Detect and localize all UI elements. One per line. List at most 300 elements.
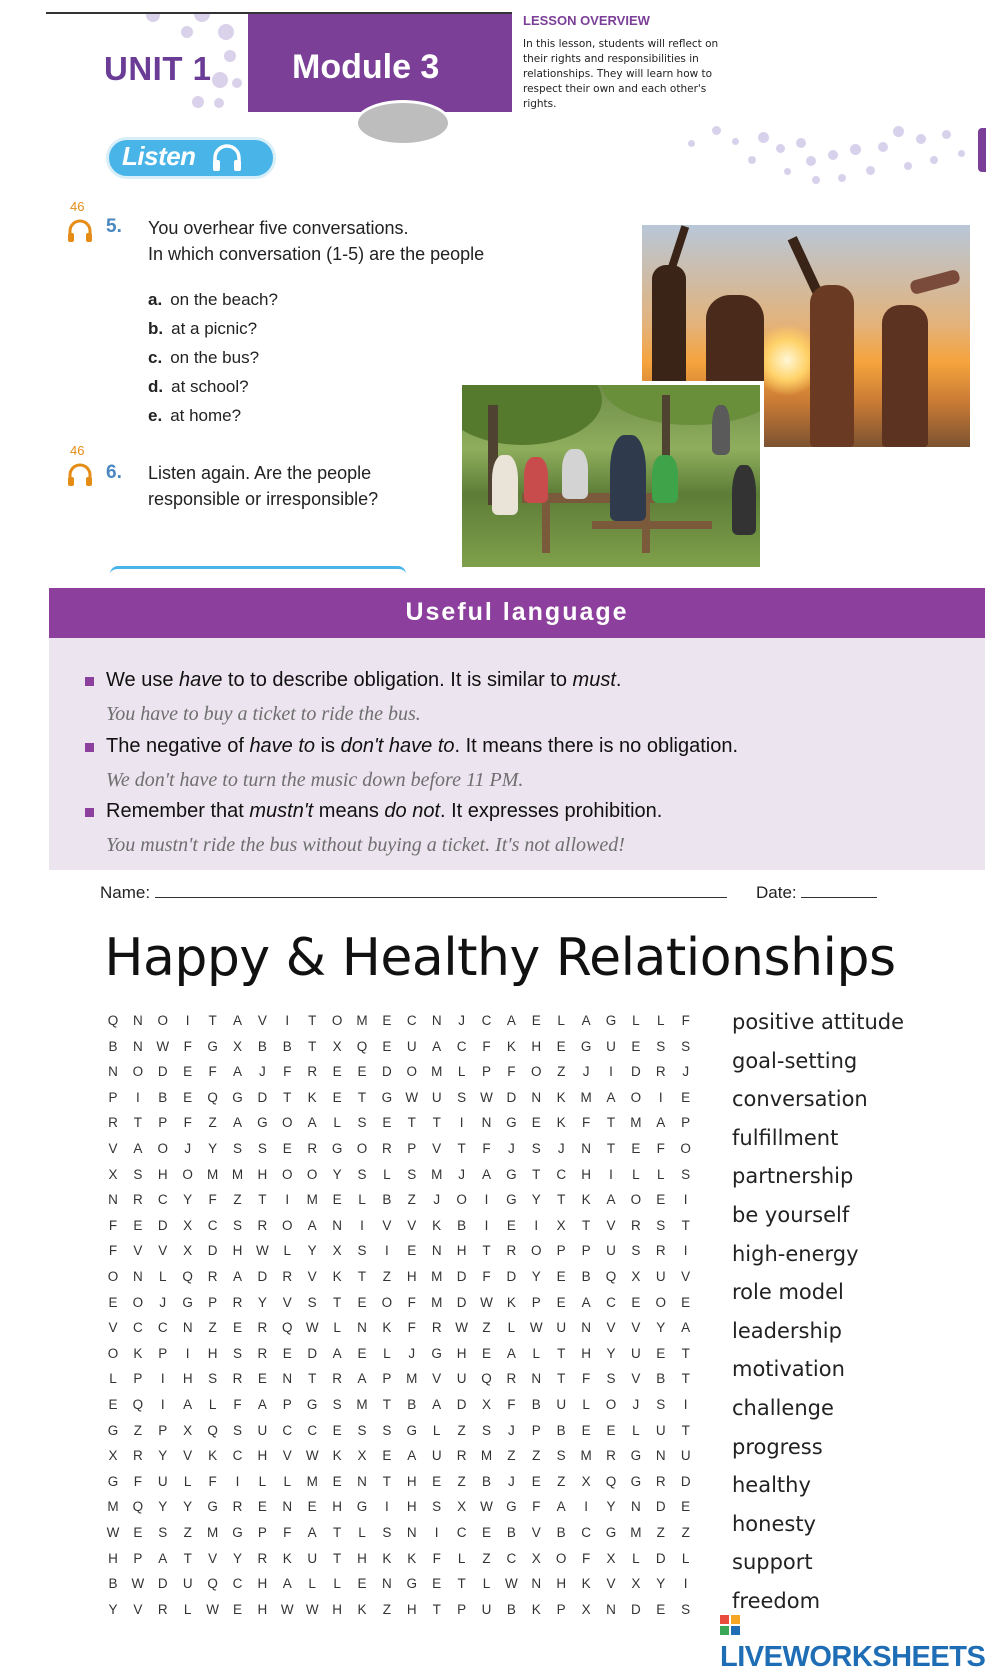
grid-letter[interactable]: Y [531, 1269, 541, 1284]
grid-letter[interactable]: E [382, 1013, 392, 1028]
grid-letter[interactable]: C [232, 1576, 243, 1592]
grid-letter[interactable]: N [581, 1141, 591, 1156]
grid-letter[interactable]: J [682, 1064, 690, 1080]
grid-letter[interactable]: M [580, 1089, 592, 1105]
grid-letter[interactable]: R [506, 1243, 517, 1259]
grid-letter[interactable]: S [232, 1422, 242, 1438]
grid-letter[interactable]: H [357, 1550, 367, 1566]
grid-letter[interactable]: A [556, 1499, 566, 1515]
grid-letter[interactable]: T [557, 1345, 566, 1361]
grid-letter[interactable]: F [482, 1038, 491, 1054]
grid-letter[interactable]: R [257, 1320, 268, 1336]
word-search-grid[interactable] [104, 1013, 704, 1623]
grid-letter[interactable]: W [305, 1320, 319, 1336]
grid-letter[interactable]: I [185, 1013, 190, 1028]
grid-letter[interactable]: E [133, 1525, 143, 1540]
grid-letter[interactable]: F [208, 1473, 217, 1489]
grid-letter[interactable]: F [133, 1473, 143, 1489]
grid-letter[interactable]: G [207, 1038, 218, 1054]
grid-letter[interactable]: H [581, 1166, 591, 1182]
grid-letter[interactable]: L [258, 1473, 267, 1489]
grid-letter[interactable]: V [631, 1371, 641, 1387]
grid-letter[interactable]: P [158, 1115, 168, 1131]
grid-letter[interactable]: B [407, 1397, 417, 1412]
grid-letter[interactable]: R [232, 1499, 243, 1515]
grid-letter[interactable]: Q [605, 1269, 617, 1284]
grid-letter[interactable]: S [606, 1371, 616, 1387]
grid-letter[interactable]: E [382, 1038, 392, 1054]
grid-letter[interactable]: E [656, 1601, 666, 1617]
grid-letter[interactable]: S [257, 1141, 267, 1156]
grid-letter[interactable]: K [581, 1192, 591, 1208]
grid-letter[interactable]: T [308, 1371, 317, 1387]
grid-letter[interactable]: C [406, 1013, 417, 1028]
grid-letter[interactable]: L [632, 1013, 640, 1028]
grid-letter[interactable]: H [257, 1448, 268, 1464]
grid-letter[interactable]: A [506, 1345, 516, 1361]
grid-letter[interactable]: V [108, 1141, 118, 1156]
grid-letter[interactable]: E [133, 1217, 143, 1233]
grid-letter[interactable]: I [534, 1217, 539, 1233]
grid-letter[interactable]: A [606, 1089, 616, 1105]
grid-letter[interactable]: U [406, 1038, 417, 1054]
grid-letter[interactable]: F [507, 1397, 516, 1412]
grid-letter[interactable]: L [333, 1576, 341, 1592]
grid-letter[interactable]: V [183, 1448, 193, 1464]
grid-letter[interactable]: I [136, 1089, 140, 1105]
grid-letter[interactable]: L [159, 1269, 167, 1284]
grid-letter[interactable]: X [481, 1397, 491, 1412]
grid-letter[interactable]: O [306, 1166, 318, 1182]
grid-letter[interactable]: L [632, 1422, 640, 1438]
grid-letter[interactable]: T [681, 1217, 690, 1233]
grid-letter[interactable]: I [185, 1345, 190, 1361]
grid-letter[interactable]: I [484, 1192, 489, 1208]
grid-letter[interactable]: Z [457, 1473, 466, 1489]
grid-letter[interactable]: Q [282, 1320, 293, 1336]
grid-letter[interactable]: L [432, 1422, 441, 1438]
grid-letter[interactable]: J [458, 1013, 465, 1028]
grid-letter[interactable]: U [456, 1371, 467, 1387]
grid-letter[interactable]: T [382, 1397, 392, 1412]
grid-letter[interactable]: X [556, 1217, 566, 1233]
grid-letter[interactable]: H [456, 1243, 467, 1259]
grid-letter[interactable]: S [432, 1499, 442, 1515]
grid-letter[interactable]: G [381, 1089, 393, 1105]
grid-letter[interactable]: M [580, 1448, 592, 1464]
grid-letter[interactable]: E [282, 1345, 292, 1361]
grid-letter[interactable]: U [606, 1243, 616, 1259]
grid-letter[interactable]: N [133, 1038, 143, 1054]
grid-letter[interactable]: P [158, 1422, 168, 1438]
grid-letter[interactable]: A [432, 1038, 442, 1054]
grid-letter[interactable]: P [133, 1550, 143, 1566]
grid-letter[interactable]: L [183, 1473, 192, 1489]
grid-letter[interactable]: Q [107, 1013, 119, 1028]
grid-letter[interactable]: I [683, 1397, 688, 1412]
grid-letter[interactable]: T [532, 1166, 541, 1182]
grid-letter[interactable]: T [457, 1141, 466, 1156]
grid-letter[interactable]: O [605, 1397, 617, 1412]
grid-letter[interactable]: M [630, 1115, 642, 1131]
grid-letter[interactable]: Y [257, 1294, 267, 1310]
grid-letter[interactable]: G [580, 1038, 592, 1054]
grid-letter[interactable]: B [656, 1371, 666, 1387]
grid-letter[interactable]: E [531, 1473, 541, 1489]
grid-letter[interactable]: L [333, 1115, 341, 1131]
grid-letter[interactable]: E [307, 1499, 317, 1515]
grid-letter[interactable]: G [107, 1422, 119, 1438]
grid-letter[interactable]: I [609, 1166, 613, 1182]
grid-letter[interactable]: P [382, 1371, 392, 1387]
grid-letter[interactable]: R [232, 1371, 243, 1387]
grid-letter[interactable]: R [133, 1192, 143, 1208]
grid-letter[interactable]: B [108, 1038, 118, 1054]
grid-letter[interactable]: V [282, 1294, 292, 1310]
grid-letter[interactable]: F [507, 1064, 516, 1080]
grid-letter[interactable]: A [158, 1550, 168, 1566]
grid-letter[interactable]: D [506, 1269, 517, 1284]
grid-letter[interactable]: T [382, 1473, 392, 1489]
grid-letter[interactable]: D [157, 1576, 168, 1592]
grid-letter[interactable]: R [307, 1064, 318, 1080]
grid-letter[interactable]: R [382, 1141, 392, 1156]
grid-letter[interactable]: Y [158, 1499, 168, 1515]
grid-letter[interactable]: Z [208, 1115, 217, 1131]
grid-letter[interactable]: N [581, 1320, 591, 1336]
grid-letter[interactable]: Y [108, 1601, 118, 1617]
grid-letter[interactable]: F [233, 1397, 242, 1412]
grid-letter[interactable]: F [407, 1294, 416, 1310]
grid-letter[interactable]: V [382, 1217, 392, 1233]
grid-letter[interactable]: W [305, 1601, 319, 1617]
grid-letter[interactable]: Z [183, 1525, 192, 1540]
grid-letter[interactable]: J [184, 1141, 192, 1156]
grid-letter[interactable]: Z [681, 1525, 690, 1540]
grid-letter[interactable]: F [407, 1320, 416, 1336]
grid-letter[interactable]: E [581, 1422, 591, 1438]
grid-letter[interactable]: A [183, 1397, 193, 1412]
grid-letter[interactable]: I [683, 1192, 688, 1208]
grid-letter[interactable]: Y [656, 1576, 666, 1592]
grid-letter[interactable]: A [282, 1576, 292, 1592]
grid-letter[interactable]: E [631, 1141, 641, 1156]
grid-letter[interactable]: L [482, 1576, 491, 1592]
grid-letter[interactable]: Z [407, 1192, 416, 1208]
grid-letter[interactable]: Q [207, 1422, 218, 1438]
grid-letter[interactable]: Y [606, 1345, 616, 1361]
grid-letter[interactable]: R [456, 1448, 467, 1464]
grid-letter[interactable]: E [432, 1473, 442, 1489]
grid-letter[interactable]: E [332, 1064, 342, 1080]
grid-letter[interactable]: W [206, 1601, 219, 1617]
grid-letter[interactable]: M [306, 1192, 318, 1208]
grid-letter[interactable]: X [606, 1550, 616, 1566]
grid-letter[interactable]: R [431, 1320, 442, 1336]
grid-letter[interactable]: I [484, 1217, 489, 1233]
grid-letter[interactable]: L [208, 1397, 217, 1412]
grid-letter[interactable]: E [357, 1576, 367, 1592]
grid-letter[interactable]: M [356, 1013, 368, 1028]
grid-letter[interactable]: N [406, 1525, 417, 1540]
grid-letter[interactable]: E [531, 1115, 541, 1131]
grid-letter[interactable]: X [108, 1448, 118, 1464]
grid-letter[interactable]: K [556, 1089, 566, 1105]
grid-letter[interactable]: T [357, 1089, 367, 1105]
grid-letter[interactable]: Y [531, 1192, 541, 1208]
grid-letter[interactable]: R [133, 1448, 143, 1464]
grid-letter[interactable]: A [481, 1166, 491, 1182]
grid-letter[interactable]: B [531, 1397, 541, 1412]
grid-letter[interactable]: J [159, 1294, 167, 1310]
grid-letter[interactable]: A [581, 1294, 591, 1310]
grid-letter[interactable]: X [183, 1243, 193, 1259]
grid-letter[interactable]: A [432, 1397, 442, 1412]
grid-letter[interactable]: V [606, 1576, 616, 1592]
grid-letter[interactable]: U [606, 1038, 616, 1054]
grid-letter[interactable]: S [382, 1525, 392, 1540]
grid-letter[interactable]: Y [332, 1166, 342, 1182]
grid-letter[interactable]: K [382, 1320, 392, 1336]
grid-letter[interactable]: X [581, 1473, 591, 1489]
grid-letter[interactable]: K [332, 1269, 342, 1284]
grid-letter[interactable]: S [307, 1294, 317, 1310]
grid-letter[interactable]: F [183, 1038, 192, 1054]
grid-letter[interactable]: X [332, 1243, 342, 1259]
grid-letter[interactable]: Z [382, 1269, 392, 1284]
grid-letter[interactable]: U [631, 1345, 641, 1361]
grid-letter[interactable]: G [207, 1499, 218, 1515]
grid-letter[interactable]: O [655, 1294, 667, 1310]
grid-letter[interactable]: I [160, 1371, 165, 1387]
grid-letter[interactable]: L [582, 1397, 590, 1412]
grid-letter[interactable]: C [207, 1217, 218, 1233]
grid-letter[interactable]: D [456, 1397, 467, 1412]
grid-letter[interactable]: H [406, 1601, 417, 1617]
grid-letter[interactable]: N [481, 1115, 492, 1131]
grid-letter[interactable]: O [107, 1345, 119, 1361]
grid-letter[interactable]: E [357, 1294, 367, 1310]
grid-letter[interactable]: N [182, 1320, 193, 1336]
grid-letter[interactable]: N [133, 1269, 143, 1284]
grid-letter[interactable]: S [133, 1166, 143, 1182]
grid-letter[interactable]: U [556, 1320, 567, 1336]
grid-letter[interactable]: P [556, 1243, 566, 1259]
grid-letter[interactable]: A [307, 1217, 317, 1233]
grid-letter[interactable]: J [433, 1192, 441, 1208]
grid-letter[interactable]: U [431, 1089, 442, 1105]
grid-letter[interactable]: E [681, 1294, 691, 1310]
grid-letter[interactable]: N [282, 1499, 293, 1515]
grid-letter[interactable]: I [434, 1525, 439, 1540]
grid-letter[interactable]: L [457, 1064, 466, 1080]
grid-letter[interactable]: S [531, 1141, 541, 1156]
grid-letter[interactable]: O [680, 1141, 691, 1156]
grid-letter[interactable]: E [631, 1038, 641, 1054]
grid-letter[interactable]: K [407, 1550, 417, 1566]
grid-letter[interactable]: H [581, 1345, 591, 1361]
grid-letter[interactable]: T [332, 1294, 342, 1310]
grid-letter[interactable]: N [655, 1448, 666, 1464]
grid-letter[interactable]: G [182, 1294, 193, 1310]
grid-letter[interactable]: J [508, 1422, 515, 1438]
grid-letter[interactable]: S [232, 1217, 242, 1233]
grid-letter[interactable]: E [357, 1064, 367, 1080]
grid-letter[interactable]: L [632, 1550, 640, 1566]
grid-letter[interactable]: E [556, 1269, 566, 1284]
grid-letter[interactable]: Z [507, 1448, 516, 1464]
grid-letter[interactable]: H [406, 1473, 417, 1489]
grid-letter[interactable]: J [508, 1141, 515, 1156]
grid-letter[interactable]: J [508, 1473, 515, 1489]
grid-letter[interactable]: W [106, 1525, 120, 1540]
grid-letter[interactable]: P [531, 1422, 541, 1438]
grid-letter[interactable]: S [357, 1422, 367, 1438]
grid-letter[interactable]: C [307, 1422, 318, 1438]
grid-letter[interactable]: O [182, 1166, 193, 1182]
grid-letter[interactable]: E [681, 1499, 691, 1515]
grid-letter[interactable]: H [332, 1499, 342, 1515]
grid-letter[interactable]: G [306, 1397, 318, 1412]
grid-letter[interactable]: I [235, 1473, 240, 1489]
grid-letter[interactable]: R [655, 1064, 666, 1080]
grid-letter[interactable]: Y [307, 1243, 317, 1259]
grid-letter[interactable]: P [257, 1525, 267, 1540]
grid-letter[interactable]: D [307, 1345, 318, 1361]
grid-letter[interactable]: N [108, 1064, 118, 1080]
grid-letter[interactable]: E [257, 1371, 267, 1387]
grid-letter[interactable]: G [257, 1115, 268, 1131]
grid-letter[interactable]: X [332, 1038, 342, 1054]
grid-letter[interactable]: E [332, 1089, 342, 1105]
grid-letter[interactable]: G [605, 1525, 617, 1540]
grid-letter[interactable]: E [257, 1499, 267, 1515]
grid-letter[interactable]: V [208, 1550, 218, 1566]
grid-letter[interactable]: O [456, 1192, 467, 1208]
grid-letter[interactable]: I [160, 1397, 165, 1412]
grid-letter[interactable]: O [157, 1013, 169, 1028]
grid-letter[interactable]: G [406, 1576, 418, 1592]
grid-letter[interactable]: G [506, 1166, 517, 1182]
grid-letter[interactable]: I [385, 1499, 389, 1515]
grid-letter[interactable]: V [606, 1320, 616, 1336]
grid-letter[interactable]: J [582, 1064, 590, 1080]
grid-letter[interactable]: R [108, 1115, 118, 1131]
grid-letter[interactable]: D [631, 1601, 641, 1617]
grid-letter[interactable]: V [108, 1320, 118, 1336]
grid-letter[interactable]: O [406, 1064, 418, 1080]
grid-letter[interactable]: U [307, 1550, 318, 1566]
grid-letter[interactable]: T [283, 1089, 292, 1105]
grid-letter[interactable]: R [631, 1217, 641, 1233]
grid-letter[interactable]: C [456, 1038, 467, 1054]
grid-letter[interactable]: Z [133, 1422, 143, 1438]
grid-letter[interactable]: B [457, 1217, 467, 1233]
grid-letter[interactable]: H [531, 1038, 542, 1054]
grid-letter[interactable]: L [681, 1550, 690, 1566]
grid-letter[interactable]: M [480, 1448, 493, 1464]
grid-letter[interactable]: R [506, 1371, 517, 1387]
grid-letter[interactable]: I [683, 1576, 688, 1592]
grid-letter[interactable]: F [681, 1013, 690, 1028]
grid-letter[interactable]: D [655, 1499, 666, 1515]
grid-letter[interactable]: D [157, 1064, 168, 1080]
grid-letter[interactable]: W [131, 1576, 145, 1592]
grid-letter[interactable]: N [531, 1371, 542, 1387]
grid-letter[interactable]: A [232, 1013, 242, 1028]
grid-letter[interactable]: I [285, 1013, 290, 1028]
grid-letter[interactable]: M [630, 1525, 642, 1540]
grid-letter[interactable]: B [556, 1422, 566, 1438]
grid-letter[interactable]: T [681, 1422, 690, 1438]
grid-letter[interactable]: P [681, 1115, 691, 1131]
grid-letter[interactable]: O [331, 1013, 343, 1028]
grid-letter[interactable]: O [282, 1115, 293, 1131]
grid-letter[interactable]: A [307, 1525, 317, 1540]
grid-letter[interactable]: W [529, 1320, 543, 1336]
grid-letter[interactable]: Z [482, 1320, 491, 1336]
grid-letter[interactable]: P [531, 1294, 541, 1310]
grid-letter[interactable]: T [258, 1192, 267, 1208]
grid-letter[interactable]: O [356, 1141, 368, 1156]
grid-letter[interactable]: K [307, 1089, 317, 1105]
grid-letter[interactable]: K [581, 1576, 591, 1592]
grid-letter[interactable]: N [431, 1243, 442, 1259]
grid-letter[interactable]: Y [158, 1448, 168, 1464]
grid-letter[interactable]: K [506, 1294, 516, 1310]
grid-letter[interactable]: T [208, 1013, 217, 1028]
grid-letter[interactable]: P [457, 1601, 467, 1617]
grid-letter[interactable]: H [108, 1550, 118, 1566]
grid-letter[interactable]: V [432, 1371, 442, 1387]
grid-letter[interactable]: G [506, 1499, 517, 1515]
grid-letter[interactable]: E [332, 1192, 342, 1208]
grid-letter[interactable]: F [581, 1371, 591, 1387]
grid-letter[interactable]: N [108, 1192, 118, 1208]
grid-letter[interactable]: P [581, 1243, 591, 1259]
grid-letter[interactable]: Z [208, 1320, 217, 1336]
grid-letter[interactable]: E [108, 1294, 118, 1310]
grid-letter[interactable]: B [257, 1038, 267, 1054]
grid-letter[interactable]: F [482, 1269, 491, 1284]
grid-letter[interactable]: F [108, 1243, 118, 1259]
grid-letter[interactable]: E [357, 1345, 367, 1361]
grid-letter[interactable]: A [656, 1115, 666, 1131]
grid-letter[interactable]: M [431, 1064, 443, 1080]
grid-letter[interactable]: F [283, 1064, 292, 1080]
grid-letter[interactable]: E [407, 1243, 417, 1259]
grid-letter[interactable]: R [655, 1473, 666, 1489]
audio-track-icon[interactable] [66, 461, 94, 489]
grid-letter[interactable]: L [383, 1166, 391, 1182]
grid-letter[interactable]: F [208, 1064, 217, 1080]
grid-letter[interactable]: T [332, 1525, 342, 1540]
grid-letter[interactable]: W [256, 1243, 269, 1259]
grid-letter[interactable]: F [108, 1217, 118, 1233]
grid-letter[interactable]: R [257, 1217, 268, 1233]
grid-letter[interactable]: T [581, 1217, 591, 1233]
grid-letter[interactable]: R [332, 1371, 342, 1387]
grid-letter[interactable]: N [357, 1320, 367, 1336]
grid-letter[interactable]: X [531, 1550, 541, 1566]
grid-letter[interactable]: O [282, 1217, 293, 1233]
grid-letter[interactable]: J [557, 1141, 565, 1156]
grid-letter[interactable]: W [156, 1038, 170, 1054]
grid-letter[interactable]: A [133, 1141, 143, 1156]
grid-letter[interactable]: A [606, 1192, 616, 1208]
grid-letter[interactable]: N [357, 1473, 367, 1489]
grid-letter[interactable]: E [332, 1473, 342, 1489]
